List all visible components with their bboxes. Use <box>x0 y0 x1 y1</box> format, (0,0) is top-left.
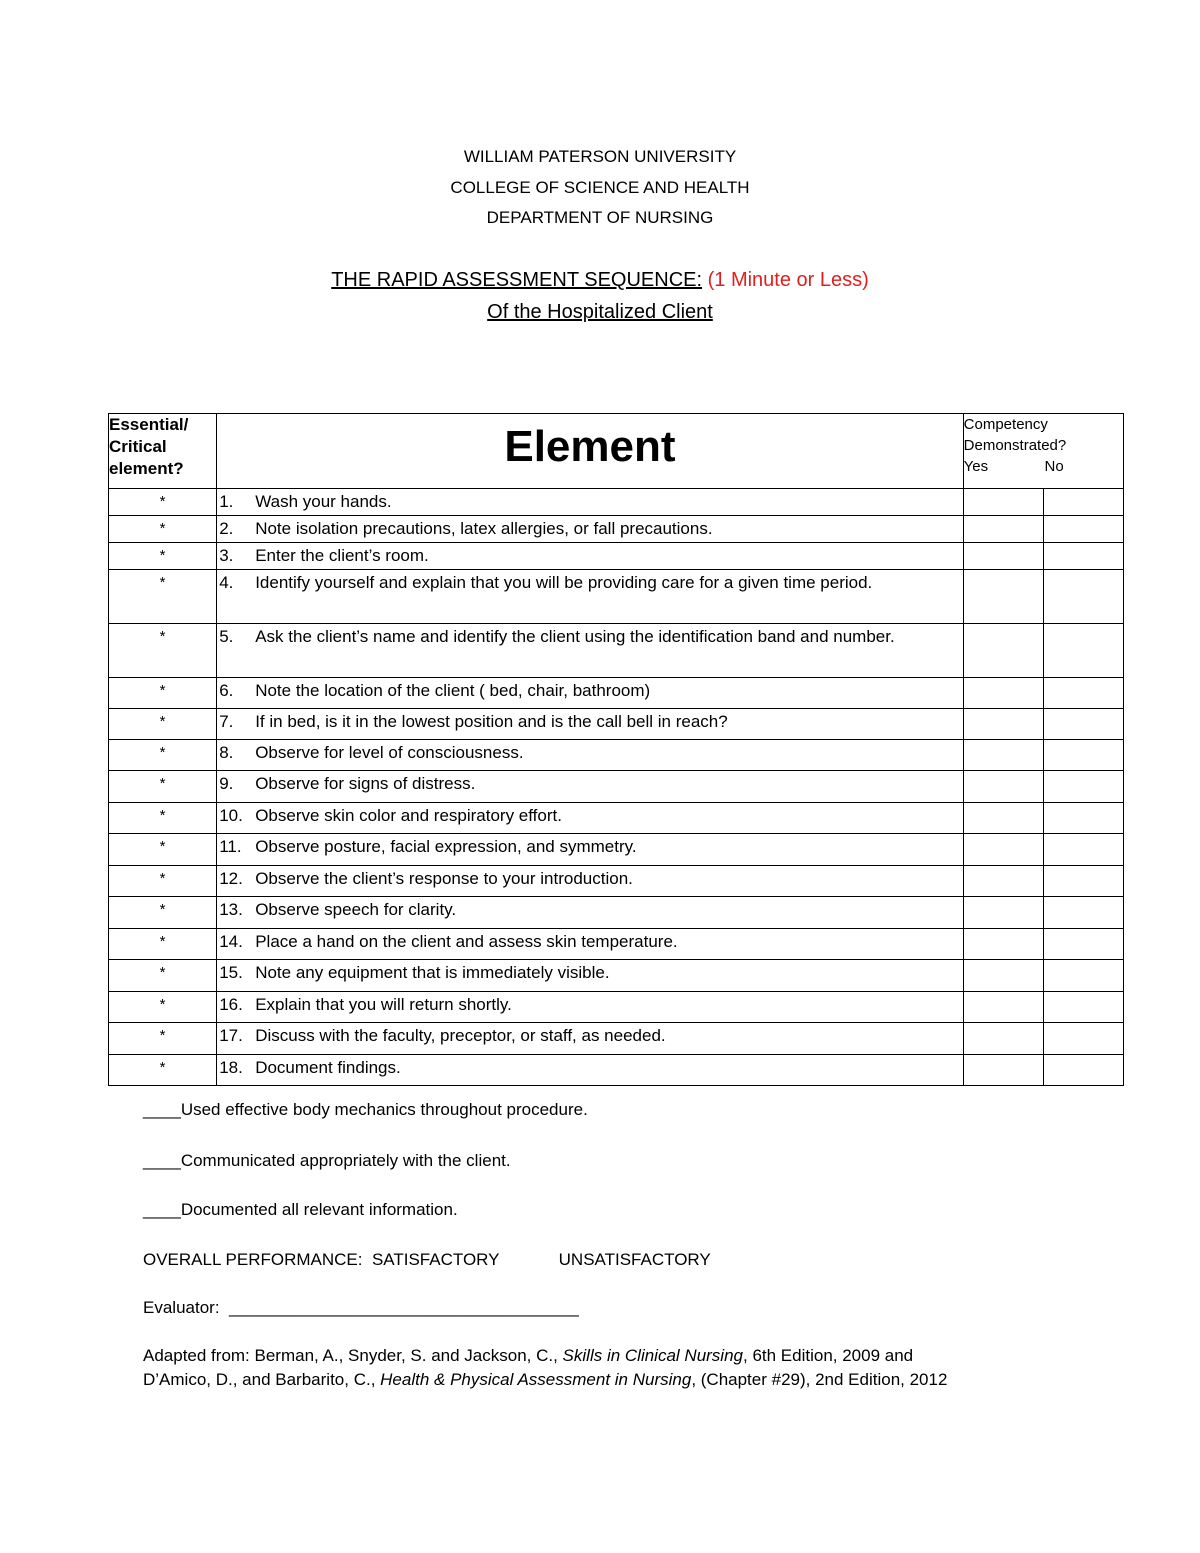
critical-marker: * <box>109 709 217 740</box>
element-cell <box>217 1023 963 1055</box>
overall-performance <box>143 1249 711 1271</box>
table-row <box>109 866 1124 897</box>
element-number: 11. <box>219 837 242 856</box>
table-header-row <box>109 414 1124 489</box>
no-checkbox-cell[interactable] <box>1043 678 1123 709</box>
no-checkbox-cell[interactable] <box>1043 866 1123 897</box>
check-body-mechanics: ____Used effective body mechanics throughout procedure. <box>143 1100 588 1119</box>
table-row <box>109 624 1124 678</box>
element-text: Place a hand on the client and assess skin temperature. <box>255 932 678 951</box>
citation-mid: , 6th Edition, 2009 and <box>743 1346 914 1365</box>
element-text: Discuss with the faculty, preceptor, or staff, as needed. <box>255 1026 666 1045</box>
header-element: Element <box>217 414 963 489</box>
citation-line-2 <box>143 1369 947 1391</box>
element-number: 8. <box>219 743 234 762</box>
citation-line2-prefix: D’Amico, D., and Barbarito, C., <box>143 1370 381 1389</box>
element-text: Note any equipment that is immediately visible. <box>255 963 610 982</box>
no-checkbox-cell[interactable] <box>1043 543 1123 570</box>
no-checkbox-cell[interactable] <box>1043 489 1123 516</box>
yes-checkbox-cell[interactable] <box>963 929 1043 960</box>
yes-checkbox-cell[interactable] <box>963 740 1043 771</box>
element-cell <box>217 834 963 866</box>
no-checkbox-cell[interactable] <box>1043 570 1123 624</box>
yes-checkbox-cell[interactable] <box>963 1023 1043 1055</box>
assessment-rows <box>109 489 1124 1086</box>
no-checkbox-cell[interactable] <box>1043 992 1123 1023</box>
no-checkbox-cell[interactable] <box>1043 960 1123 992</box>
header-competency <box>963 414 1123 489</box>
element-number: 7. <box>219 712 234 731</box>
element-text: Observe the client’s response to your introduction. <box>255 869 633 888</box>
element-number: 18. <box>219 1058 243 1077</box>
table-row <box>109 929 1124 960</box>
citation-line-1 <box>143 1345 913 1367</box>
table-row <box>109 678 1124 709</box>
citation-suffix: , (Chapter #29), 2nd Edition, 2012 <box>691 1370 948 1389</box>
critical-marker: * <box>109 1055 217 1086</box>
performance-satisfactory: SATISFACTORY <box>371 1250 500 1269</box>
element-text: If in bed, is it in the lowest position and is the call bell in reach? <box>255 712 728 731</box>
element-text: Wash your hands. <box>255 492 392 511</box>
yes-checkbox-cell[interactable] <box>963 897 1043 929</box>
no-checkbox-cell[interactable] <box>1043 803 1123 834</box>
element-cell <box>217 570 963 624</box>
critical-marker: * <box>109 624 217 678</box>
critical-marker: * <box>109 543 217 570</box>
yes-checkbox-cell[interactable] <box>963 516 1043 543</box>
yes-checkbox-cell[interactable] <box>963 960 1043 992</box>
check-communicated: ____Communicated appropriately with the client. <box>143 1151 511 1170</box>
table-row <box>109 740 1124 771</box>
citation-prefix: Adapted from: Berman, A., Snyder, S. and Jackson, C., <box>143 1346 563 1365</box>
evaluator-blank: _____________________________________ <box>229 1298 579 1317</box>
element-cell <box>217 678 963 709</box>
table-row <box>109 570 1124 624</box>
element-number: 12. <box>219 869 243 888</box>
element-text: Enter the client’s room. <box>255 546 429 565</box>
yes-checkbox-cell[interactable] <box>963 709 1043 740</box>
element-cell <box>217 1055 963 1086</box>
yes-checkbox-cell[interactable] <box>963 992 1043 1023</box>
element-text: Observe for level of consciousness. <box>255 743 524 762</box>
document-header <box>0 142 1200 234</box>
evaluator-label: Evaluator: <box>143 1298 220 1317</box>
element-number: 15. <box>219 963 243 982</box>
table-row <box>109 834 1124 866</box>
table-row <box>109 992 1124 1023</box>
table-row <box>109 771 1124 803</box>
yes-checkbox-cell[interactable] <box>963 624 1043 678</box>
university-name: WILLIAM PATERSON UNIVERSITY <box>463 147 737 166</box>
element-cell <box>217 771 963 803</box>
yes-checkbox-cell[interactable] <box>963 1055 1043 1086</box>
element-number: 5. <box>219 627 234 646</box>
element-cell <box>217 489 963 516</box>
element-number: 2. <box>219 519 234 538</box>
element-text: Observe posture, facial expression, and symmetry. <box>255 837 637 856</box>
element-cell <box>217 624 963 678</box>
element-text: Ask the client’s name and identify the client using the identification band and number. <box>255 627 895 646</box>
no-checkbox-cell[interactable] <box>1043 709 1123 740</box>
title-main: THE RAPID ASSESSMENT SEQUENCE: <box>331 269 703 291</box>
table-row <box>109 960 1124 992</box>
element-cell <box>217 803 963 834</box>
element-number: 13. <box>219 900 243 919</box>
yes-checkbox-cell[interactable] <box>963 489 1043 516</box>
no-checkbox-cell[interactable] <box>1043 897 1123 929</box>
element-text: Observe skin color and respiratory effort. <box>255 806 562 825</box>
yes-checkbox-cell[interactable] <box>963 543 1043 570</box>
no-checkbox-cell[interactable] <box>1043 740 1123 771</box>
element-text: Identify yourself and explain that you will be providing care for a given time period. <box>255 573 873 592</box>
yes-checkbox-cell[interactable] <box>963 866 1043 897</box>
critical-marker: * <box>109 489 217 516</box>
yes-checkbox-cell[interactable] <box>963 570 1043 624</box>
critical-marker: * <box>109 929 217 960</box>
no-checkbox-cell[interactable] <box>1043 771 1123 803</box>
element-cell <box>217 992 963 1023</box>
no-checkbox-cell[interactable] <box>1043 1023 1123 1055</box>
element-cell <box>217 866 963 897</box>
element-cell <box>217 543 963 570</box>
critical-marker: * <box>109 834 217 866</box>
critical-marker: * <box>109 570 217 624</box>
critical-marker: * <box>109 960 217 992</box>
critical-marker: * <box>109 771 217 803</box>
element-number: 1. <box>219 492 234 511</box>
table-row <box>109 897 1124 929</box>
table-row <box>109 1023 1124 1055</box>
element-cell <box>217 516 963 543</box>
critical-marker: * <box>109 516 217 543</box>
critical-marker: * <box>109 740 217 771</box>
critical-marker: * <box>109 803 217 834</box>
element-number: 3. <box>219 546 234 565</box>
header-yes: Yes <box>963 458 989 475</box>
citation-book-1: Skills in Clinical Nursing <box>562 1346 743 1365</box>
header-competency-label: Competency Demonstrated? <box>963 416 1067 454</box>
yes-checkbox-cell[interactable] <box>963 803 1043 834</box>
element-number: 10. <box>219 806 243 825</box>
element-number: 16. <box>219 995 243 1014</box>
title-timing: (1 Minute or Less) <box>707 269 869 291</box>
college-name: COLLEGE OF SCIENCE AND HEALTH <box>450 177 750 197</box>
critical-marker: * <box>109 1023 217 1055</box>
no-checkbox-cell[interactable] <box>1043 834 1123 866</box>
element-cell <box>217 897 963 929</box>
critical-marker: * <box>109 897 217 929</box>
assessment-table <box>108 413 1124 1086</box>
performance-label: OVERALL PERFORMANCE: <box>143 1250 363 1269</box>
element-number: 9. <box>219 774 234 793</box>
citation-book-2: Health & Physical Assessment in Nursing <box>380 1370 692 1389</box>
element-text: Observe speech for clarity. <box>255 900 457 919</box>
critical-marker: * <box>109 678 217 709</box>
document-title <box>0 264 1200 328</box>
element-cell <box>217 709 963 740</box>
element-number: 6. <box>219 681 234 700</box>
yes-checkbox-cell[interactable] <box>963 678 1043 709</box>
header-critical: Essential/ Critical element? <box>109 414 217 489</box>
table-row <box>109 803 1124 834</box>
title-subtitle: Of the Hospitalized Client <box>487 301 713 323</box>
element-cell <box>217 960 963 992</box>
no-checkbox-cell[interactable] <box>1043 1055 1123 1086</box>
element-text: Observe for signs of distress. <box>255 774 476 793</box>
table-row <box>109 543 1124 570</box>
header-no: No <box>1044 458 1064 475</box>
element-number: 17. <box>219 1026 243 1045</box>
element-text: Explain that you will return shortly. <box>255 995 512 1014</box>
element-text: Document findings. <box>255 1058 401 1077</box>
element-text: Note the location of the client ( bed, chair, bathroom) <box>255 681 651 700</box>
no-checkbox-cell[interactable] <box>1043 929 1123 960</box>
critical-marker: * <box>109 992 217 1023</box>
table-row <box>109 489 1124 516</box>
table-row <box>109 709 1124 740</box>
department-name: DEPARTMENT OF NURSING <box>486 208 714 227</box>
critical-marker: * <box>109 866 217 897</box>
table-row <box>109 1055 1124 1086</box>
yes-checkbox-cell[interactable] <box>963 834 1043 866</box>
yes-checkbox-cell[interactable] <box>963 771 1043 803</box>
performance-unsatisfactory: UNSATISFACTORY <box>558 1250 711 1269</box>
element-number: 14. <box>219 932 243 951</box>
evaluator-line <box>143 1297 579 1319</box>
no-checkbox-cell[interactable] <box>1043 624 1123 678</box>
element-number: 4. <box>219 573 234 592</box>
element-text: Note isolation precautions, latex allergies, or fall precautions. <box>255 519 713 538</box>
element-cell <box>217 740 963 771</box>
no-checkbox-cell[interactable] <box>1043 516 1123 543</box>
element-cell <box>217 929 963 960</box>
check-documented: ____Documented all relevant information. <box>143 1200 458 1219</box>
table-row <box>109 516 1124 543</box>
